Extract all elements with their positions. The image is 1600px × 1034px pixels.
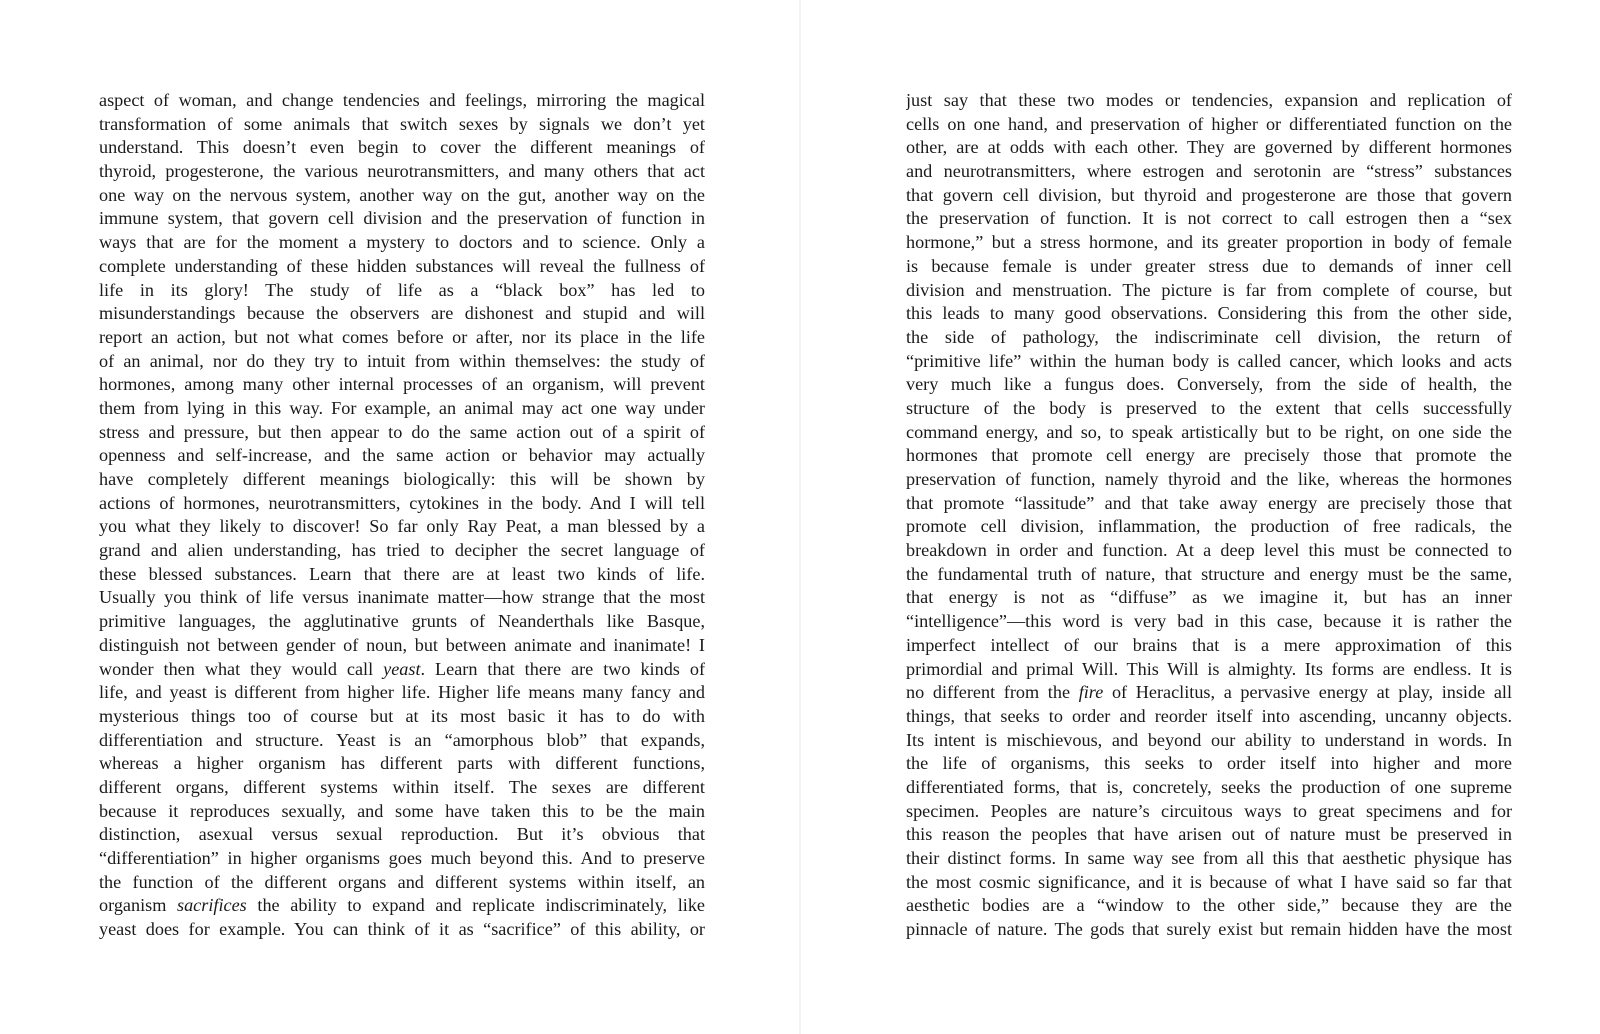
text-line <box>906 894 1512 918</box>
text-line <box>99 847 705 871</box>
text-segment: hormones, among many other internal processes of an organism, will prevent <box>99 374 705 395</box>
text-segment: actions of hormones, neurotransmitters, cytokines in the body. And I will tell <box>99 492 705 513</box>
text-line <box>99 136 705 160</box>
text-line <box>906 515 1512 539</box>
text-line <box>906 255 1512 279</box>
text-line <box>99 681 705 705</box>
text-segment: just say that these two modes or tendencies, expansion and replication of <box>906 90 1512 110</box>
text-segment: . Learn that there are two kinds of <box>420 658 705 679</box>
text-segment: the side of pathology, the indiscriminate cell division, the return of <box>906 326 1512 347</box>
text-line <box>99 634 705 658</box>
text-segment: preservation of function, namely thyroid and the like, whereas the hormones <box>906 469 1512 489</box>
text-segment: understand. This doesn’t even begin to cover the different meanings of <box>99 137 705 158</box>
text-segment: very much like a fungus does. Conversely, from the side of health, the <box>906 374 1512 395</box>
text-line <box>99 113 705 137</box>
text-segment: “differentiation” in higher organisms goes much beyond this. And to preserve <box>99 848 705 868</box>
text-line <box>906 823 1512 847</box>
text-segment: ways that are for the moment a mystery to doctors and to science. Only a <box>99 232 705 253</box>
text-segment: cells on one hand, and preservation of higher or differentiated function on the <box>906 113 1512 134</box>
text-line <box>99 586 705 610</box>
text-segment: grand and alien understanding, has tried to decipher the secret language of <box>99 540 705 561</box>
text-segment: you what they likely to discover! So far only Ray Peat, a man blessed by a <box>99 516 705 537</box>
text-line <box>906 610 1512 634</box>
text-line <box>906 302 1512 326</box>
text-segment: promote cell division, inflammation, the production of free radicals, the <box>906 516 1512 537</box>
text-segment: openness and self-increase, and the same action or behavior may actually <box>99 445 705 466</box>
text-line <box>99 492 705 516</box>
text-line <box>906 871 1512 895</box>
text-segment: specimen. Peoples are nature’s circuitous ways to great specimens and for <box>906 800 1512 821</box>
text-line <box>99 539 705 563</box>
text-segment: the fundamental truth of nature, that structure and energy must be the same, <box>906 563 1512 584</box>
text-segment: and neurotransmitters, where estrogen and serotonin are “stress” substances <box>906 161 1512 182</box>
text-line <box>906 279 1512 303</box>
text-segment: mysterious things too of course but at its most basic it has to do with <box>99 705 705 726</box>
text-segment: wonder then what they would call <box>99 658 384 679</box>
text-segment: have completely different meanings biologically: this will be shown by <box>99 469 705 489</box>
text-line <box>99 373 705 397</box>
text-segment: of an animal, nor do they try to intuit from within themselves: the study of <box>99 350 705 371</box>
text-segment: their distinct forms. In same way see from all this that aesthetic physique has <box>906 848 1512 868</box>
left-page <box>0 0 799 1034</box>
text-segment: “intelligence”—this word is very bad in this case, because it is rather the <box>906 611 1512 632</box>
text-line <box>99 705 705 729</box>
text-line <box>906 681 1512 705</box>
text-line <box>99 776 705 800</box>
text-line <box>906 207 1512 231</box>
text-segment: breakdown in order and function. At a deep level this must be connected to <box>906 540 1512 561</box>
text-segment: yeast does for example. You can think of it as “sacrifice” of this ability, or <box>99 919 705 940</box>
text-line <box>99 800 705 824</box>
text-line <box>99 207 705 231</box>
text-segment: organism <box>99 895 178 916</box>
text-line <box>906 89 1512 113</box>
text-line <box>906 136 1512 160</box>
text-line <box>99 752 705 776</box>
text-line <box>906 729 1512 753</box>
italic-text: yeast <box>383 658 421 679</box>
text-segment: them from lying in this way. For example, an animal may act one way under <box>99 397 705 418</box>
text-line <box>99 89 705 113</box>
italic-text: sacrifices <box>177 895 247 916</box>
text-segment: is because female is under greater stress due to demands of inner cell <box>906 255 1512 276</box>
text-line <box>906 397 1512 421</box>
text-line <box>99 563 705 587</box>
text-segment: hormones that promote cell energy are precisely those that promote the <box>906 445 1512 466</box>
text-line <box>906 492 1512 516</box>
text-segment: primitive languages, the agglutinative grunts of Neanderthals like Basque, <box>99 611 705 632</box>
text-segment: different organs, different systems within itself. The sexes are different <box>99 776 705 797</box>
text-line <box>99 823 705 847</box>
text-segment: Its intent is mischievous, and beyond our ability to understand in words. In <box>906 729 1512 750</box>
text-line <box>906 752 1512 776</box>
left-page-text <box>99 89 705 942</box>
text-segment: because it reproduces sexually, and some have taken this to be the main <box>99 800 705 821</box>
text-segment: transformation of some animals that switch sexes by signals we don’t yet <box>99 113 705 134</box>
text-line <box>906 421 1512 445</box>
text-segment: one way on the nervous system, another way on the gut, another way on the <box>99 184 705 205</box>
text-segment: “primitive life” within the human body is called cancer, which looks and acts <box>906 350 1512 371</box>
text-line <box>906 586 1512 610</box>
text-segment: this reason the peoples that have arisen out of nature must be preserved in <box>906 824 1512 845</box>
text-segment: report an action, but not what comes before or after, nor its place in the life <box>99 326 705 347</box>
text-segment: distinguish not between gender of noun, but between animate and inanimate! I <box>99 634 705 655</box>
text-segment: aspect of woman, and change tendencies and feelings, mirroring the magical <box>99 90 705 110</box>
text-line <box>906 113 1512 137</box>
text-segment: Usually you think of life versus inanimate matter—how strange that the most <box>99 587 705 608</box>
italic-text: fire <box>1078 682 1104 703</box>
text-line <box>906 373 1512 397</box>
right-page <box>801 0 1600 1034</box>
text-segment: command energy, and so, to speak artistically but to be right, on one side the <box>906 421 1512 442</box>
text-segment: differentiated forms, that is, concretely, seeks the production of one supreme <box>906 776 1512 797</box>
text-segment: aesthetic bodies are a “window to the other side,” because they are the <box>906 895 1512 916</box>
text-segment: life, and yeast is different from higher life. Higher life means many fancy and <box>99 682 705 703</box>
text-segment: no different from the <box>906 682 1079 703</box>
text-segment: thyroid, progesterone, the various neurotransmitters, and many others that act <box>99 161 705 182</box>
text-line <box>99 184 705 208</box>
text-line <box>99 279 705 303</box>
text-line <box>906 539 1512 563</box>
text-segment: the life of organisms, this seeks to order itself into higher and more <box>906 753 1512 774</box>
text-line <box>906 184 1512 208</box>
text-line <box>906 634 1512 658</box>
text-line <box>99 231 705 255</box>
text-line <box>99 397 705 421</box>
text-line <box>99 350 705 374</box>
text-line <box>906 231 1512 255</box>
text-segment: structure of the body is preserved to the extent that cells successfully <box>906 397 1512 418</box>
text-line <box>99 326 705 350</box>
text-segment: things, that seeks to order and reorder itself into ascending, uncanny objects. <box>906 705 1512 726</box>
text-segment: that promote “lassitude” and that take away energy are precisely those that <box>906 492 1512 513</box>
text-segment: this leads to many good observations. Considering this from the other side, <box>906 303 1512 324</box>
text-line <box>99 255 705 279</box>
text-segment: hormone,” but a stress hormone, and its greater proportion in body of female <box>906 232 1512 253</box>
text-line <box>99 729 705 753</box>
text-line <box>906 468 1512 492</box>
text-line <box>99 468 705 492</box>
text-segment: whereas a higher organism has different parts with different functions, <box>99 753 705 774</box>
text-segment: of Heraclitus, a pervasive energy at play, inside all <box>1103 682 1512 703</box>
text-line <box>906 563 1512 587</box>
text-line <box>99 444 705 468</box>
text-segment: imperfect intellect of our brains that is a mere approximation of this <box>906 634 1512 655</box>
text-line <box>99 610 705 634</box>
text-line <box>906 658 1512 682</box>
text-line <box>906 800 1512 824</box>
text-line <box>99 302 705 326</box>
text-segment: distinction, asexual versus sexual reproduction. But it’s obvious that <box>99 824 705 845</box>
text-line <box>99 515 705 539</box>
text-segment: stress and pressure, but then appear to do the same action out of a spirit of <box>99 421 705 442</box>
text-line <box>906 350 1512 374</box>
text-line <box>906 918 1512 942</box>
text-segment: primordial and primal Will. This Will is almighty. Its forms are endless. It is <box>906 658 1512 679</box>
text-line <box>906 444 1512 468</box>
text-segment: the preservation of function. It is not correct to call estrogen then a “sex <box>906 208 1512 229</box>
text-line <box>906 847 1512 871</box>
text-segment: division and menstruation. The picture is far from complete of course, but <box>906 279 1512 300</box>
text-segment: the ability to expand and replicate indiscriminately, like <box>246 895 705 916</box>
right-page-text <box>906 89 1512 942</box>
text-segment: the function of the different organs and different systems within itself, an <box>99 871 705 892</box>
text-line <box>99 658 705 682</box>
text-segment: immune system, that govern cell division and the preservation of function in <box>99 208 705 229</box>
text-line <box>906 705 1512 729</box>
text-segment: complete understanding of these hidden substances will reveal the fullness of <box>99 255 705 276</box>
text-segment: pinnacle of nature. The gods that surely exist but remain hidden have the most <box>906 919 1512 940</box>
text-segment: the most cosmic significance, and it is because of what I have said so far that <box>906 871 1512 892</box>
text-line <box>99 871 705 895</box>
text-line <box>906 776 1512 800</box>
text-line <box>906 326 1512 350</box>
text-segment: misunderstandings because the observers are dishonest and stupid and will <box>99 303 705 324</box>
text-segment: differentiation and structure. Yeast is an “amorphous blob” that expands, <box>99 729 705 750</box>
text-segment: that energy is not as “diffuse” as we imagine it, but has an inner <box>906 587 1512 608</box>
text-line <box>906 160 1512 184</box>
text-segment: life in its glory! The study of life as a “black box” has led to <box>99 279 705 300</box>
text-segment: that govern cell division, but thyroid and progesterone are those that govern <box>906 184 1512 205</box>
text-line <box>99 160 705 184</box>
text-line <box>99 894 705 918</box>
text-line <box>99 918 705 942</box>
text-line <box>99 421 705 445</box>
text-segment: these blessed substances. Learn that there are at least two kinds of life. <box>99 563 705 584</box>
text-segment: other, are at odds with each other. They are governed by different hormones <box>906 137 1512 158</box>
